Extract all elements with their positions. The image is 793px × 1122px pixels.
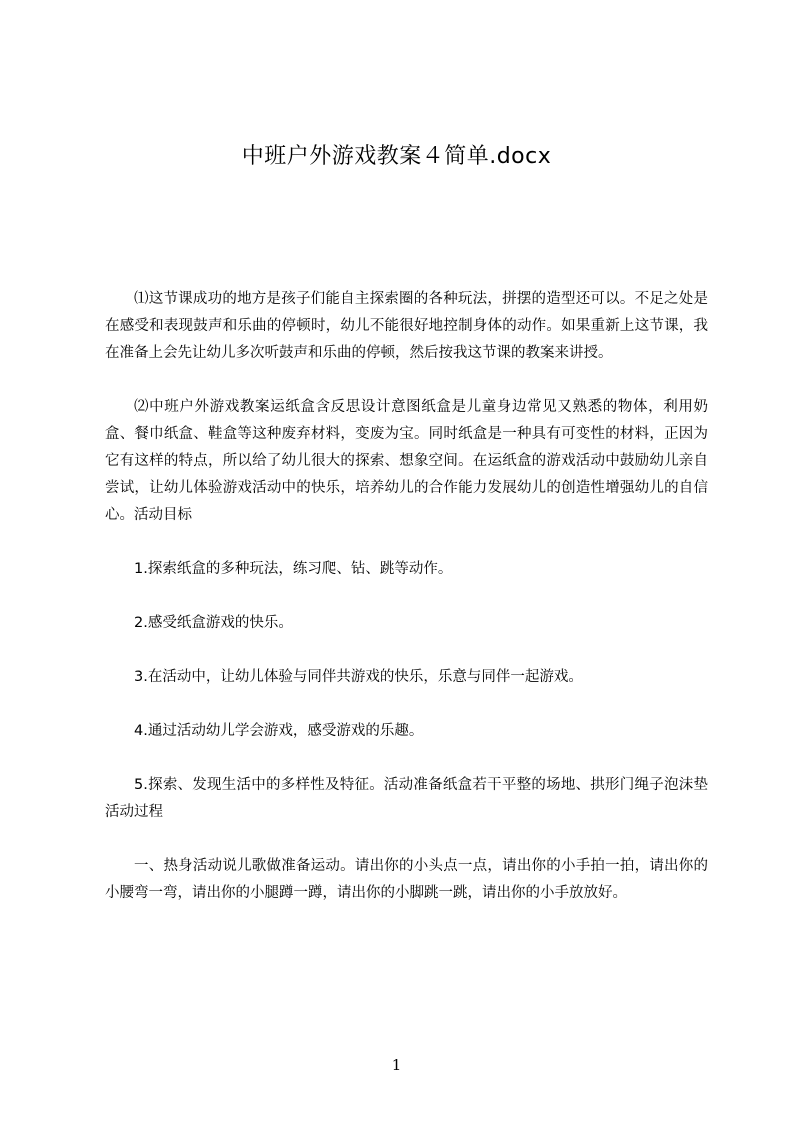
document-body [105, 286, 708, 907]
goal-item-3: 3.在活动中，让幼儿体验与同伴共游戏的快乐，乐意与同伴一起游戏。 [134, 669, 583, 685]
page-number: 1 [391, 1056, 402, 1074]
goal-item-4: 4.通过活动幼儿学会游戏，感受游戏的乐趣。 [134, 723, 424, 739]
paragraph-reflection: ⑴这节课成功的地方是孩子们能自主探索圈的各种玩法，拼摆的造型还可以。不足之处是在感受和表现鼓声和乐曲的停顿时，幼儿不能很好地控制身体的动作。如果重新上这节课，我在准备上会先让幼儿多次听鼓声和乐曲的停顿，然后按我这节课的教案来讲授。 [105, 291, 708, 361]
paragraph-warmup: 一、热身活动说儿歌做准备运动。请出你的小头点一点，请出你的小手拍一拍，请出你的小腰弯一弯，请出你的小腿蹲一蹲，请出你的小脚跳一跳，请出你的小手放放好。 [105, 858, 708, 901]
goal-item-1: 1.探索纸盒的多种玩法，练习爬、钻、跳等动作。 [134, 561, 453, 577]
goal-item-5: 5.探索、发现生活中的多样性及特征。活动准备纸盒若干平整的场地、拱形门绳子泡沫垫活动过程 [105, 777, 708, 820]
goal-item-2: 2.感受纸盒游戏的快乐。 [134, 615, 293, 631]
paragraph-design-intent: ⑵中班户外游戏教案运纸盒含反思设计意图纸盒是儿童身边常见又熟悉的物体，利用奶盒、餐巾纸盒、鞋盒等这种废弃材料，变废为宝。同时纸盒是一种具有可变性的材料，正因为它有这样的特点，所以给了幼儿很大的探索、想象空间。在运纸盒的游戏活动中鼓励幼儿亲自尝试，让幼儿体验游戏活动中的快乐，培养幼儿的合作能力发展幼儿的创造性增强幼儿的自信心。活动目标 [105, 399, 708, 523]
document-title: 中班户外游戏教案４简单.docx [241, 144, 552, 169]
